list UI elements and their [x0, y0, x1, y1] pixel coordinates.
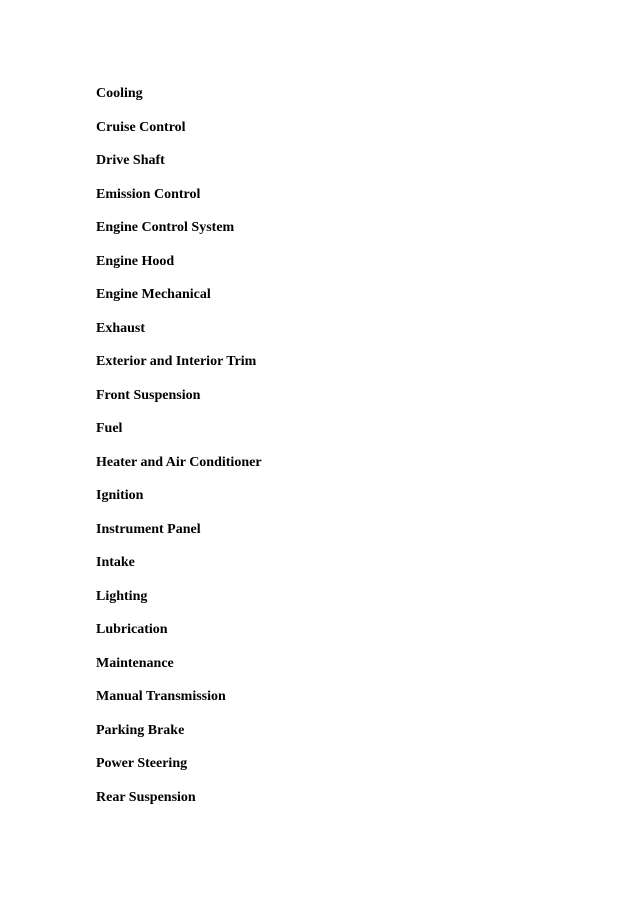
section-item-lighting: Lighting	[96, 588, 148, 604]
section-item-ignition: Ignition	[96, 488, 144, 503]
section-item-rear-suspension: Rear Suspension	[96, 789, 196, 805]
section-item-engine-mechanical: Engine Mechanical	[96, 287, 211, 302]
section-item-engine-control-system: Engine Control System	[96, 220, 235, 235]
section-item-heater-air-conditioner: Heater and Air Conditioner	[96, 454, 262, 470]
section-item-cooling: Cooling	[96, 86, 143, 101]
section-item-exhaust: Exhaust	[96, 320, 146, 336]
section-item-lubrication: Lubrication	[96, 622, 168, 637]
section-item-front-suspension: Front Suspension	[96, 387, 201, 403]
section-item-manual-transmission: Manual Transmission	[96, 689, 226, 704]
section-item-fuel: Fuel	[96, 421, 123, 436]
section-item-intake: Intake	[96, 555, 135, 570]
section-item-drive-shaft: Drive Shaft	[96, 153, 165, 168]
section-item-cruise-control: Cruise Control	[96, 119, 186, 135]
section-item-emission-control: Emission Control	[96, 186, 201, 202]
section-item-power-steering: Power Steering	[96, 756, 188, 771]
section-item-maintenance: Maintenance	[96, 655, 174, 671]
section-item-instrument-panel: Instrument Panel	[96, 521, 201, 537]
section-list	[96, 84, 262, 821]
section-item-exterior-interior-trim: Exterior and Interior Trim	[96, 354, 257, 369]
section-item-engine-hood: Engine Hood	[96, 253, 175, 269]
section-item-parking-brake: Parking Brake	[96, 722, 185, 738]
